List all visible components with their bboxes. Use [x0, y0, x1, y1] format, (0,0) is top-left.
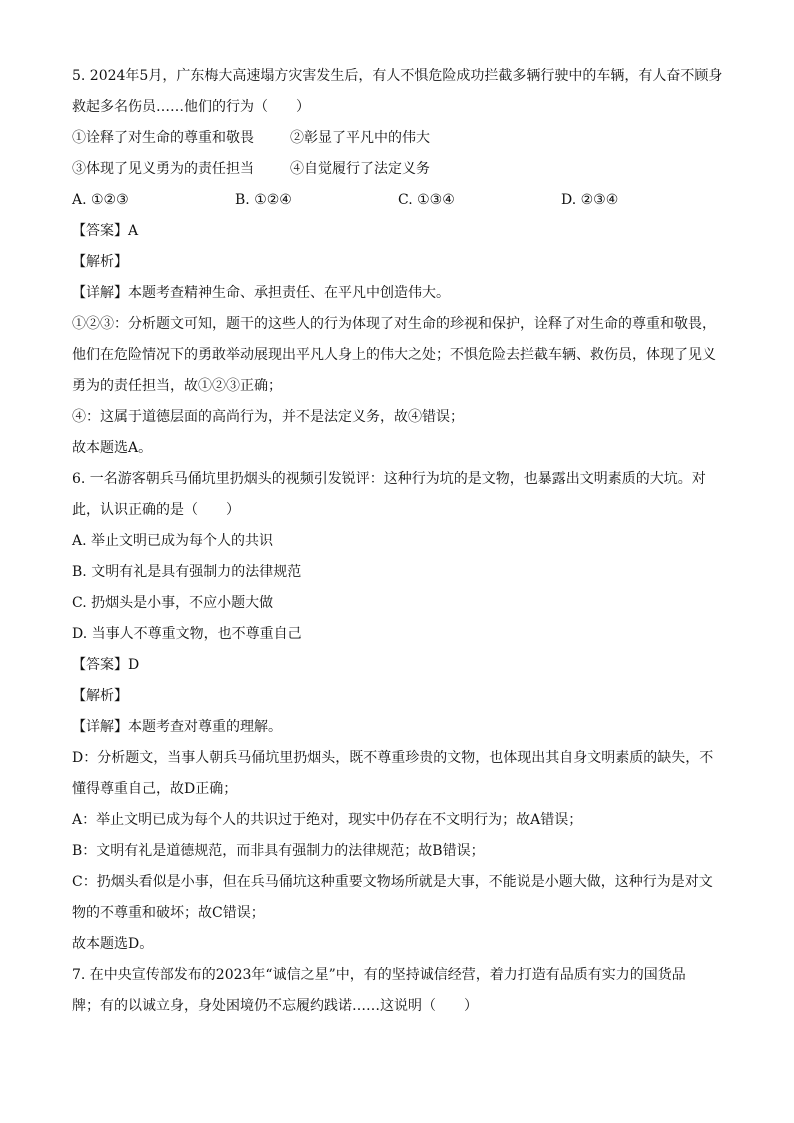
statement-3: ③体现了见义勇为的责任担当: [72, 161, 254, 177]
question-5-conclusion: 故本题选A。: [72, 440, 153, 456]
question-5-statements-row-1: [72, 123, 724, 154]
statement-2: ②彰显了平凡中的伟大: [290, 130, 430, 146]
question-5-explanation-line-3: 勇为的责任担当，故①②③正确；: [72, 378, 282, 394]
option-b: B. ①②④: [235, 192, 292, 208]
question-5-explanation-line-1: ①②③：分析题文可知，题干的这些人的行为体现了对生命的珍视和保护，诠释了对生命的尊重和敬畏，: [72, 316, 716, 332]
question-5-options: [72, 185, 724, 216]
question-5-detail: 【详解】本题考查精神生命、承担责任、在平凡中创造伟大。: [72, 285, 450, 301]
question-5-analysis-heading: 【解析】: [72, 254, 128, 270]
question-6-explanation-d-line-1: D：分析题文，当事人朝兵马俑坑里扔烟头，既不尊重珍贵的文物，也体现出其自身文明素质的缺失，不: [72, 750, 714, 766]
statement-4: ④自觉履行了法定义务: [290, 161, 430, 177]
question-6-answer: 【答案】D: [72, 657, 140, 673]
question-7: [72, 960, 724, 1022]
question-5-explanation-line-2: 他们在危险情况下的勇敢举动展现出平凡人身上的伟大之处；不惧危险去拦截车辆、救伤员，体现了见义: [72, 347, 716, 363]
question-6-stem-line-2: 此，认识正确的是（ ）: [72, 502, 240, 518]
question-6-option-a: A. 举止文明已成为每个人的共识: [72, 533, 274, 549]
question-5-statements-row-2: [72, 154, 724, 185]
document-content: [72, 61, 724, 1022]
question-5-explanation-line-4: ④：这属于道德层面的高尚行为，并不是法定义务，故④错误；: [72, 409, 464, 425]
question-6-option-c: C. 扔烟头是小事，不应小题大做: [72, 595, 274, 611]
option-d: D. ②③④: [561, 192, 619, 208]
question-6-option-b: B. 文明有礼是具有强制力的法律规范: [72, 564, 302, 580]
question-6-detail: 【详解】本题考查对尊重的理解。: [72, 719, 282, 735]
question-5-answer: 【答案】A: [72, 223, 139, 239]
question-6: [72, 464, 724, 960]
question-5: [72, 61, 724, 464]
question-6-explanation-c-line-1: C：扔烟头看似是小事，但在兵马俑坑这种重要文物场所就是大事，不能说是小题大做，这种行为是对文: [72, 874, 713, 890]
question-7-stem-line-1: 7. 在中央宣传部发布的2023年“诚信之星”中，有的坚持诚信经营，着力打造有品质有实力的国货品: [72, 967, 686, 983]
question-7-stem-line-2: 牌；有的以诚立身，身处困境仍不忘履约践诺……这说明（ ）: [72, 998, 478, 1014]
question-5-stem-line-1: 5. 2024年5月，广东梅大高速塌方灾害发生后，有人不惧危险成功拦截多辆行驶中的车辆，有人奋不顾身: [72, 68, 723, 84]
question-6-explanation-b: B：文明有礼是道德规范，而非具有强制力的法律规范；故B错误；: [72, 843, 485, 859]
option-a: A. ①②③: [72, 192, 129, 208]
question-6-conclusion: 故本题选D。: [72, 936, 154, 952]
question-6-explanation-a: A：举止文明已成为每个人的共识过于绝对，现实中仍存在不文明行为；故A错误；: [72, 812, 583, 828]
question-6-stem-line-1: 6. 一名游客朝兵马俑坑里扔烟头的视频引发锐评：这种行为坑的是文物，也暴露出文明素质的大坑。对: [72, 471, 706, 487]
question-5-stem-line-2: 救起多名伤员……他们的行为（ ）: [72, 99, 310, 115]
question-6-explanation-c-line-2: 物的不尊重和破坏；故C错误；: [72, 905, 265, 921]
statement-1: ①诠释了对生命的尊重和敬畏: [72, 130, 254, 146]
option-c: C. ①③④: [398, 192, 455, 208]
question-6-explanation-d-line-2: 懂得尊重自己，故D正确；: [72, 781, 238, 797]
question-6-option-d: D. 当事人不尊重文物，也不尊重自己: [72, 626, 302, 642]
question-6-analysis-heading: 【解析】: [72, 688, 128, 704]
